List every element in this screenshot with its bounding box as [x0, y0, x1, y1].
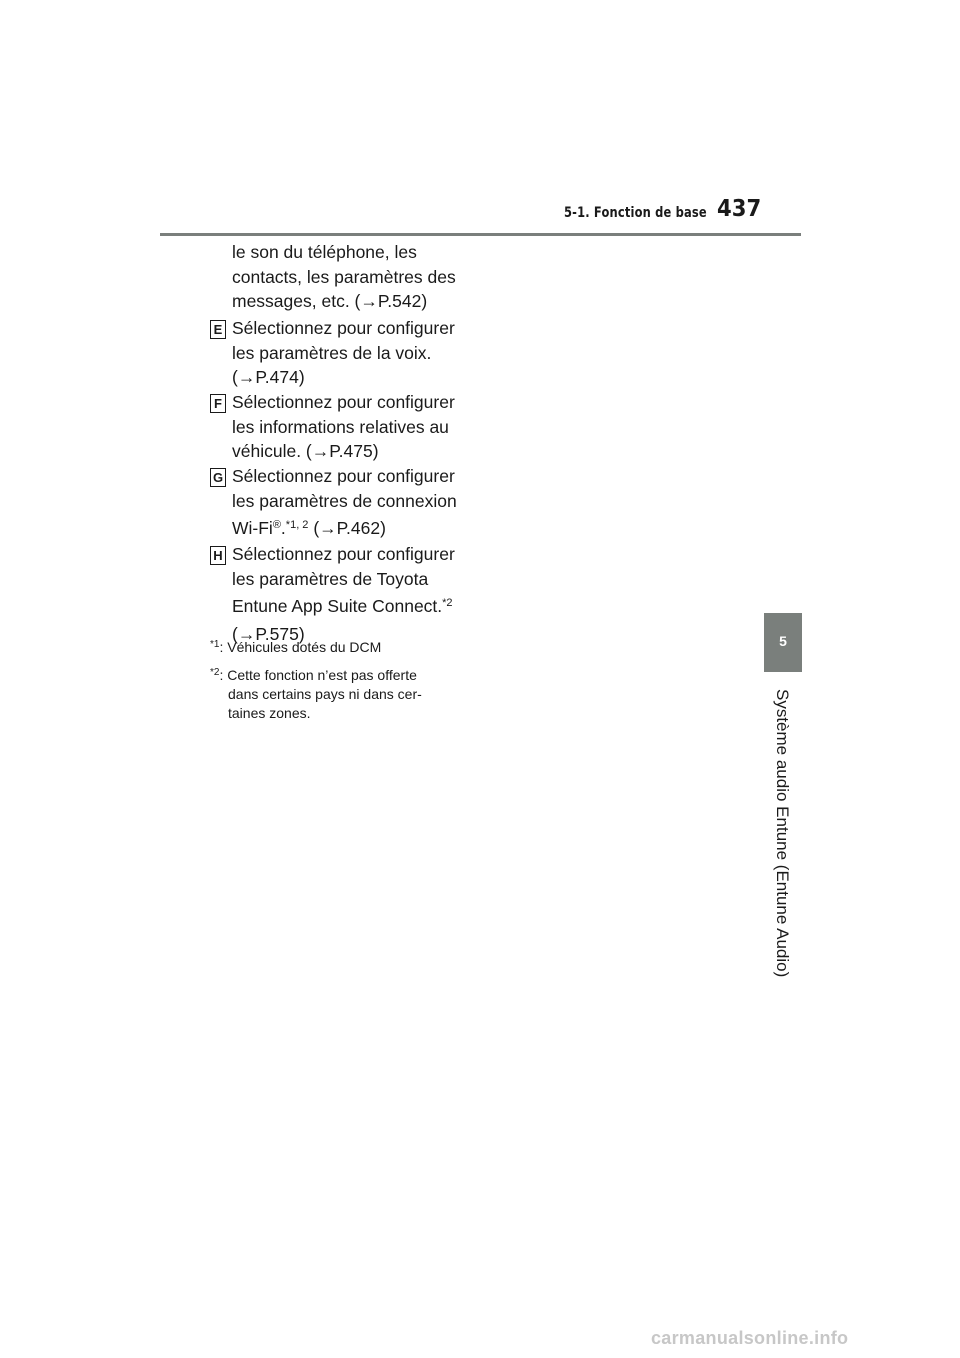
text-fragment: ) [421, 291, 428, 311]
registered-mark: ® [272, 519, 281, 531]
page-reference: P.475 [329, 441, 373, 461]
text-line: les paramètres de la voix. [232, 342, 432, 363]
footnote-line [210, 666, 460, 685]
arrow-icon: → [360, 291, 378, 311]
page-reference: P.542 [377, 291, 422, 311]
item-text [232, 542, 482, 646]
item-label: E [210, 320, 226, 339]
section-title: 5-1. Fonction de base [564, 205, 707, 221]
text-line: le son du téléphone, les [232, 242, 417, 262]
header-divider [160, 233, 801, 236]
footnote-marker: *2 [442, 597, 453, 609]
text-fragment: ) [298, 623, 305, 644]
text-fragment: Entune App Suite Connect. [232, 596, 443, 616]
item-label: H [210, 546, 226, 565]
arrow-icon: → [319, 518, 337, 538]
text-line: Sélectionnez pour configurer [232, 318, 455, 338]
footnote-1 [210, 638, 460, 657]
text-fragment: ( [232, 623, 238, 644]
text-fragment: ) [298, 367, 305, 387]
footnote-line: taines zones. [228, 705, 311, 721]
chapter-number: 5 [779, 633, 787, 649]
text-line: contacts, les paramètres des [232, 266, 456, 287]
footnote-marker: *2 [210, 667, 220, 678]
text-fragment: ) [380, 518, 386, 538]
text-fragment: véhicule. ( [232, 441, 312, 461]
chapter-title: Système audio Entune (Entune Audio) [773, 689, 792, 978]
footnote-line [210, 638, 460, 657]
page-reference: P.462 [336, 518, 381, 538]
text-fragment: Wi-Fi [232, 518, 273, 538]
footnote-text: : Cette fonction n’est pas offerte [219, 667, 417, 683]
text-line [232, 594, 482, 619]
item-text [232, 316, 482, 390]
footnote-text: : Véhicules dotés du DCM [219, 639, 382, 655]
chapter-tab [764, 613, 802, 672]
text-line [232, 516, 482, 541]
text-fragment: ( [232, 367, 238, 387]
item-text [232, 390, 482, 464]
item-text [232, 464, 482, 541]
text-line: les paramètres de connexion [232, 490, 457, 511]
footnote-line: dans certains pays ni dans cer- [228, 686, 422, 702]
text-fragment: . [280, 518, 286, 538]
item-label: F [210, 394, 226, 413]
text-line [232, 365, 482, 390]
text-line: Sélectionnez pour configurer [232, 544, 455, 564]
footnote-marker: *1 [210, 639, 220, 650]
continuation-text [232, 240, 482, 314]
text-fragment: ( [313, 518, 320, 538]
page-reference: P.474 [255, 367, 299, 387]
text-line: Sélectionnez pour configurer [232, 392, 455, 412]
text-line: Sélectionnez pour configurer [232, 466, 455, 486]
footnote-2 [210, 666, 460, 723]
text-fragment: messages, etc. ( [232, 291, 361, 311]
text-line: les paramètres de Toyota [232, 568, 429, 589]
footnote-marker: *1, 2 [285, 519, 309, 531]
arrow-icon: → [237, 367, 256, 387]
page-number: 437 [717, 196, 762, 222]
text-line [232, 289, 482, 314]
item-label: G [210, 468, 226, 487]
watermark: carmanualsonline.info [651, 1328, 849, 1348]
text-line [232, 439, 482, 464]
text-line: les informations relatives au [232, 416, 449, 437]
text-fragment: ) [372, 441, 379, 461]
arrow-icon: → [237, 623, 256, 644]
arrow-icon: → [311, 441, 330, 461]
page-reference: P.575 [255, 623, 299, 644]
